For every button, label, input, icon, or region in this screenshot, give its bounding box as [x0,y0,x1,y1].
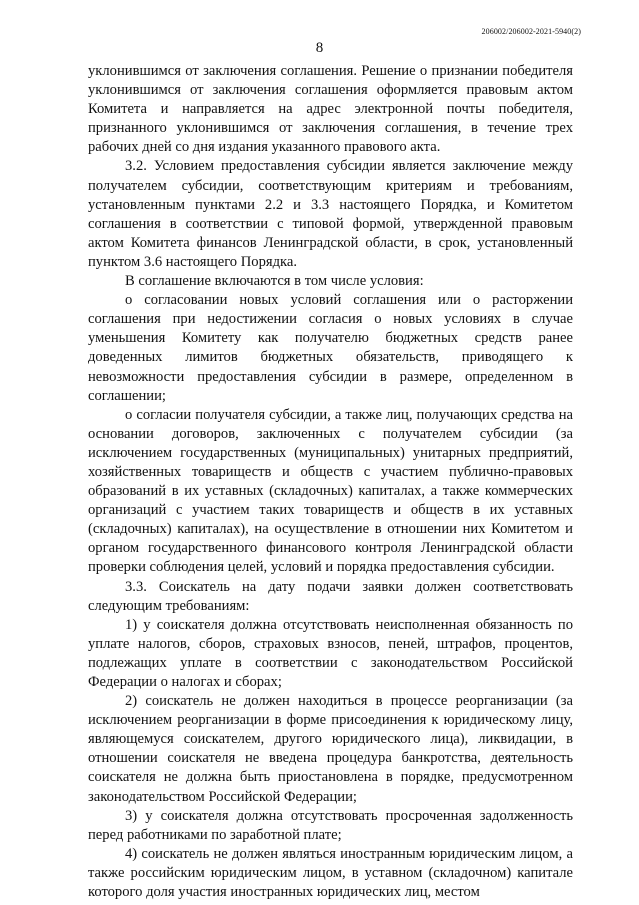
paragraph-requirement-1: 1) у соискателя должна отсутствовать неисполненная обязанность по уплате налогов, сборов, страховых взносов, пеней, штрафов, процентов, подлежащих уплате в соответствии с законодательством Российской Федерации о налогах и сборах; [88,616,573,690]
paragraph-3-2: 3.2. Условием предоставления субсидии является заключение между получателем субсидии, соответствующим критериям и требованиям, установленным пунктами 2.2 и 3.3 настоящего Порядка, и Комитетом соглашения в соответствии с типовой формой, утвержденной правовым актом Комитета финансов Ленинградской области, в срок, установленный пунктом 3.6 настоящего Порядка. [88,158,573,270]
paragraph-condition-consent: о согласии получателя субсидии, а также лиц, получающих средства на основании договоров, заключенных с получателем субсидии (за исключением государственных (муниципальных) унитарных предприятий, хозяйственных товариществ и обществ с участием публично-правовых образований в их уставных (складочных) капиталах, а также коммерческих организаций с участием таких товариществ и обществ в их уставных (складочных) капиталах), на осуществление в отношении них Комитетом и органом государственного финансового контроля Ленинградской области проверки соблюдения целей, условий и порядка предоставления субсидии. [88,406,573,576]
page-number: 8 [315,40,324,56]
paragraph-requirement-2: 2) соискатель не должен находиться в процессе реорганизации (за исключением реорганизации в форме присоединения к юридическому лицу, являющемуся соискателем, другого юридического лица), ликвидации, в отношении соискателя не введена процедура банкротства, деятельность соискателя не должна быть приостановлена в порядке, предусмотренном законодательством Российской Федерации; [88,693,573,805]
document-body [88,62,573,902]
paragraph-condition-renegotiation: о согласовании новых условий соглашения или о расторжении соглашения при недостижении согласия о новых условиях в случае уменьшения Комитету как получателю бюджетных средств ранее доведенных лимитов бюджетных обязательств, приводящего к невозможности предоставления субсидии в размере, определенном в соглашении; [88,292,573,404]
paragraph-conditions-intro: В соглашение включаются в том числе условия: [125,273,424,290]
paragraph-requirement-4: 4) соискатель не должен являться иностранным юридическим лицом, а также российским юридическим лицом, в уставном (складочном) капитале которого доля участия иностранных юридических лиц, местом [88,845,573,901]
paragraph-requirement-3: 3) у соискателя должна отсутствовать просроченная задолженность перед работниками по заработной плате; [88,807,573,843]
paragraph-continuation: уклонившимся от заключения соглашения. Решение о признании победителя уклонившимся от заключения соглашения оформляется правовым актом Комитета и направляется на адрес электронной почты победителя, признанного уклонившимся от заключения соглашения, в течение трех рабочих дней со дня издания указанного правового акта. [88,63,573,156]
paragraph-3-3: 3.3. Соискатель на дату подачи заявки должен соответствовать следующим требованиям: [88,578,573,614]
document-id: 206002/206002-2021-5940(2) [481,27,581,36]
